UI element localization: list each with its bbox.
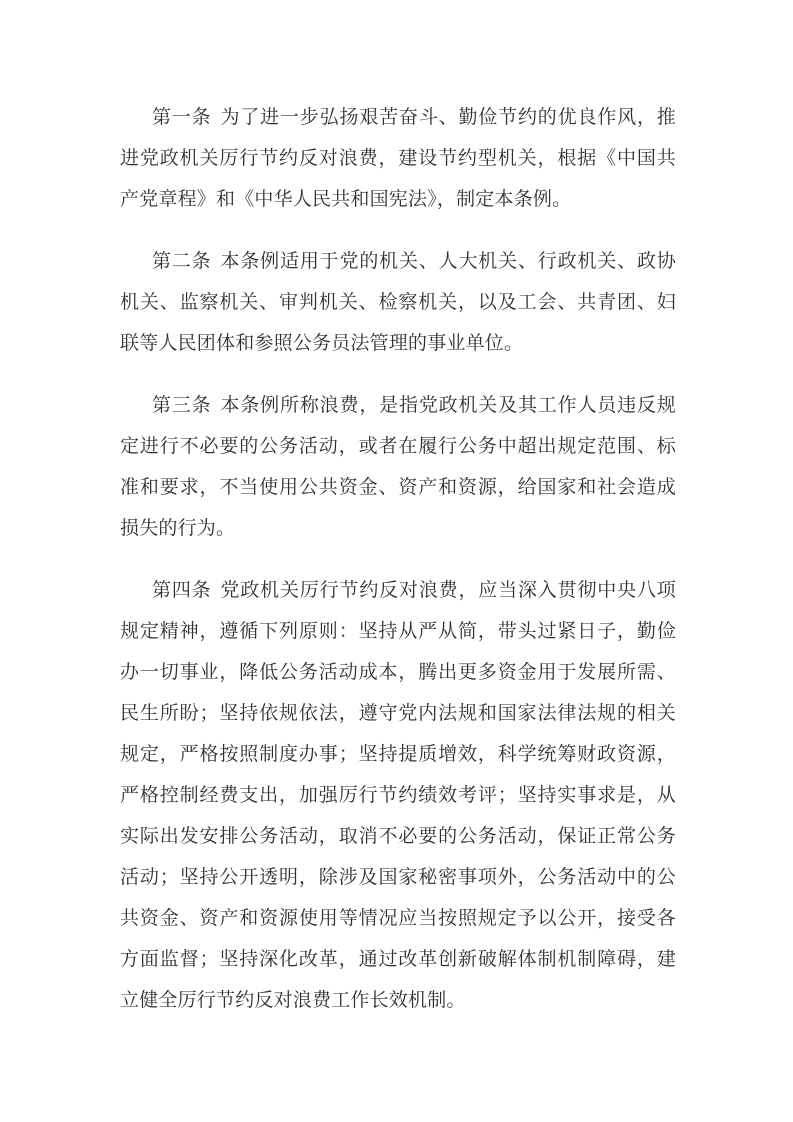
- article-number-label: 第一条: [152, 107, 212, 128]
- article-paragraph: [120, 97, 676, 220]
- article-paragraph: [120, 241, 676, 364]
- article-text: 本条例所称浪费，是指党政机关及其工作人员违反规定进行不必要的公务活动，或者在履行公务中超出规定范围、标准和要求，不当使用公共资金、资产和资源，给国家和社会造成损失的行为。: [120, 395, 676, 539]
- article-number-label: 第三条: [152, 395, 212, 416]
- article-text: 为了进一步弘扬艰苦奋斗、勤俭节约的优良作风，推进党政机关厉行节约反对浪费，建设节约型机关，根据《中国共产党章程》和《中华人民共和国宪法》，制定本条例。: [120, 107, 676, 210]
- article-number-label: 第四条: [152, 580, 212, 601]
- article-paragraph: [120, 570, 676, 1021]
- article-paragraph: [120, 385, 676, 549]
- article-number-label: 第二条: [152, 251, 212, 272]
- article-text: 党政机关厉行节约反对浪费，应当深入贯彻中央八项规定精神，遵循下列原则：坚持从严从简，带头过紧日子，勤俭办一切事业，降低公务活动成本，腾出更多资金用于发展所需、民生所盼；坚持依规依法，遵守党内法规和国家法律法规的相关规定，严格按照制度办事；坚持提质增效，科学统筹财政资源，严格控制经费支出，加强厉行节约绩效考评；坚持实事求是，从实际出发安排公务活动，取消不必要的公务活动，保证正常公务活动；坚持公开透明，除涉及国家秘密事项外，公务活动中的公共资金、资产和资源使用等情况应当按照规定予以公开，接受各方面监督；坚持深化改革，通过改革创新破解体制机制障碍，建立健全厉行节约反对浪费工作长效机制。: [120, 580, 676, 1011]
- document-body: [120, 97, 676, 1021]
- article-text: 本条例适用于党的机关、人大机关、行政机关、政协机关、监察机关、审判机关、检察机关，以及工会、共青团、妇联等人民团体和参照公务员法管理的事业单位。: [120, 251, 676, 354]
